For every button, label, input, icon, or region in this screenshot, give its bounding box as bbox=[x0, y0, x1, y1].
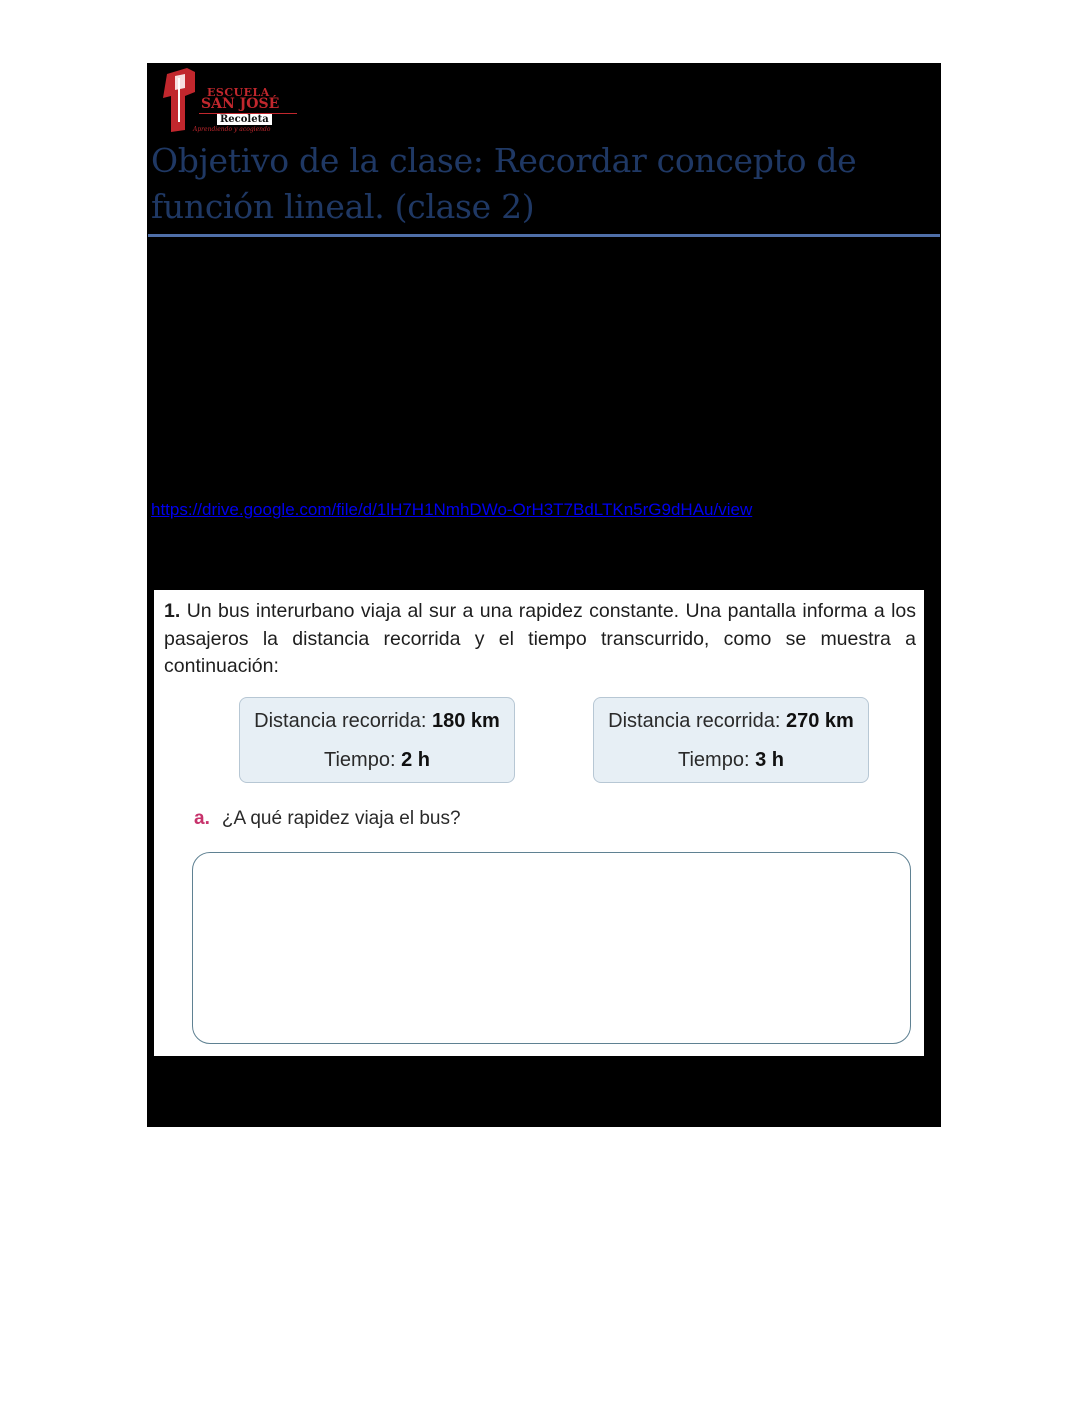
exercise-image bbox=[154, 590, 924, 1056]
logo-emblem-icon bbox=[161, 66, 203, 134]
time-value: 3 h bbox=[755, 749, 784, 771]
document-page bbox=[147, 63, 941, 1127]
subquestion-text: ¿A qué rapidez viaja el bus? bbox=[221, 808, 461, 829]
distance-value: 270 km bbox=[786, 710, 854, 732]
question-text bbox=[164, 598, 916, 681]
time-label: Tiempo: bbox=[678, 749, 750, 771]
distance-value: 180 km bbox=[432, 710, 500, 732]
logo-tagline: Aprendiendo y acogiendo bbox=[193, 126, 271, 133]
display-box-1 bbox=[239, 697, 515, 783]
distance-row bbox=[240, 710, 514, 733]
time-value: 2 h bbox=[401, 749, 430, 771]
display-box-2 bbox=[593, 697, 869, 783]
subquestion-letter: a. bbox=[194, 808, 210, 829]
logo-text-escuela: ESCUELA bbox=[207, 86, 270, 99]
subquestion-a bbox=[194, 808, 461, 830]
question-number: 1. bbox=[164, 600, 181, 622]
distance-label: Distancia recorrida: bbox=[254, 710, 427, 732]
time-row bbox=[594, 749, 868, 772]
logo-text-location: Recoleta bbox=[217, 114, 272, 125]
school-logo bbox=[161, 66, 301, 134]
drive-link[interactable]: https://drive.google.com/file/d/1lH7H1NmhDWo-OrH3T7BdLTKn5rG9dHAu/view bbox=[151, 500, 753, 519]
distance-label: Distancia recorrida: bbox=[608, 710, 781, 732]
answer-box[interactable] bbox=[192, 852, 911, 1044]
page-title: Objetivo de la clase: Recordar concepto de función lineal. (clase 2) bbox=[151, 141, 857, 226]
title-divider bbox=[148, 234, 940, 237]
time-row bbox=[240, 749, 514, 772]
distance-row bbox=[594, 710, 868, 733]
question-body: Un bus interurbano viaja al sur a una rapidez constante. Una pantalla informa a los pasajeros la distancia recorrida y el tiempo transcurrido, como se muestra a continuación: bbox=[164, 600, 916, 677]
time-label: Tiempo: bbox=[324, 749, 396, 771]
logo-text-name: SAN JOSÉ bbox=[201, 96, 280, 112]
